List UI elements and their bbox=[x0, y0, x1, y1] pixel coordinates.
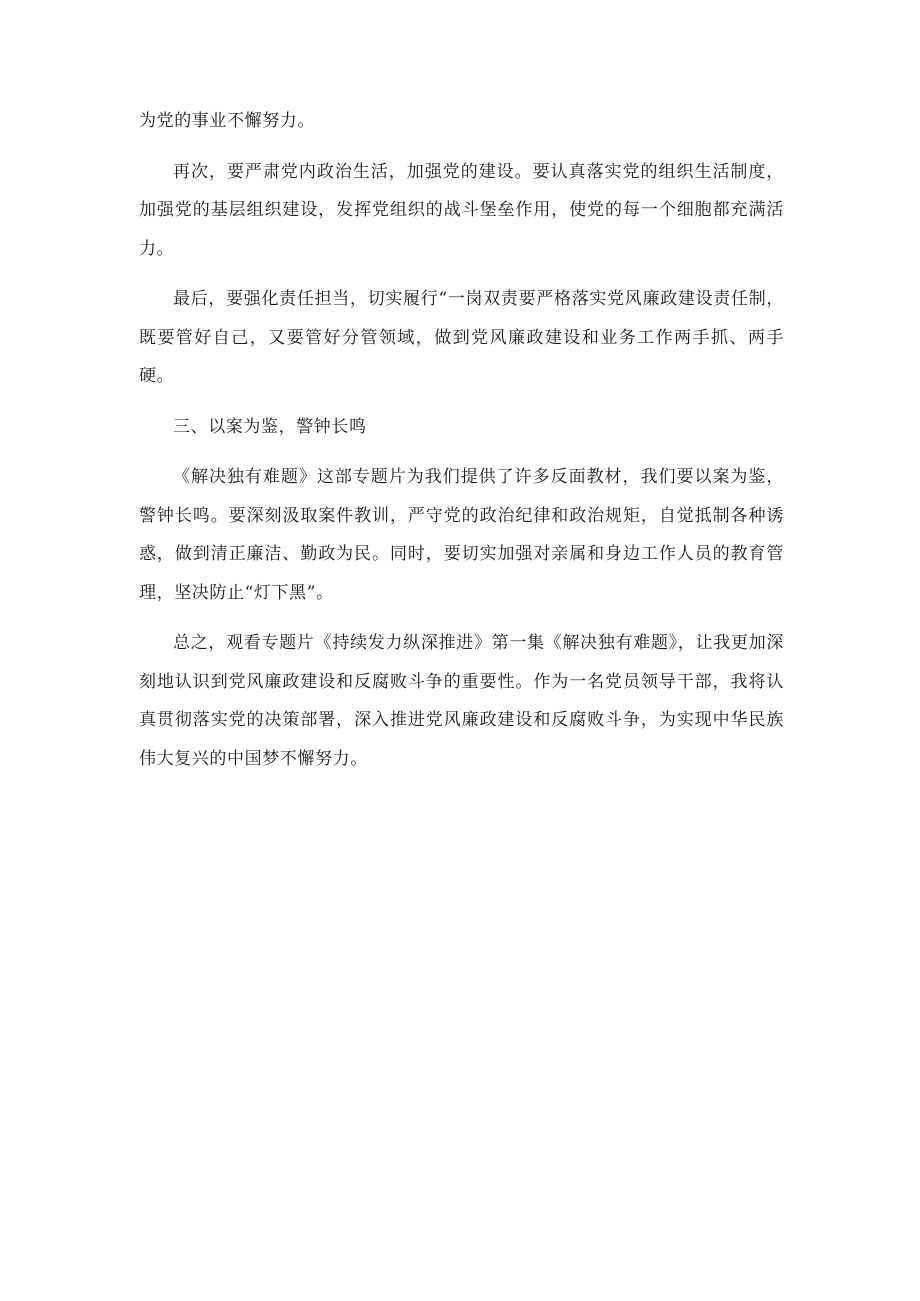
section-heading-3: 三、以案为鉴，警钟长鸣 bbox=[173, 416, 367, 437]
paragraph-lessons: 《解决独有难题》这部专题片为我们提供了许多反面教材，我们要以案为鉴，警钟长鸣。要深刻汲取案件教训，严守党的政治纪律和政治规矩，自觉抵制各种诱惑，做到清正廉洁、勤政为民。同时，要切实加强对亲属和身边工作人员的教育管理，坚决防止“灯下黑”。 bbox=[139, 467, 784, 603]
document-body bbox=[139, 102, 784, 790]
paragraph-continuation: 为党的事业不懈努力。 bbox=[139, 111, 315, 131]
paragraph-party-life: 再次，要严肃党内政治生活，加强党的建设。要认真落实党的组织生活制度，加强党的基层组织建设，发挥党组织的战斗堡垒作用，使党的每一个细胞都充满活力。 bbox=[139, 161, 784, 259]
paragraph-conclusion: 总之，观看专题片《持续发力纵深推进》第一集《解决独有难题》，让我更加深刻地认识到党风廉政建设和反腐败斗争的重要性。作为一名党员领导干部，我将认真贯彻落实党的决策部署，深入推进党风廉政建设和反腐败斗争，为实现中华民族伟大复兴的中国梦不懈努力。 bbox=[139, 633, 784, 769]
paragraph-responsibility: 最后，要强化责任担当，切实履行“一岗双责要严格落实党风廉政建设责任制，既要管好自己，又要管好分管领域，做到党风廉政建设和业务工作两手抓、两手硬。 bbox=[139, 289, 784, 386]
